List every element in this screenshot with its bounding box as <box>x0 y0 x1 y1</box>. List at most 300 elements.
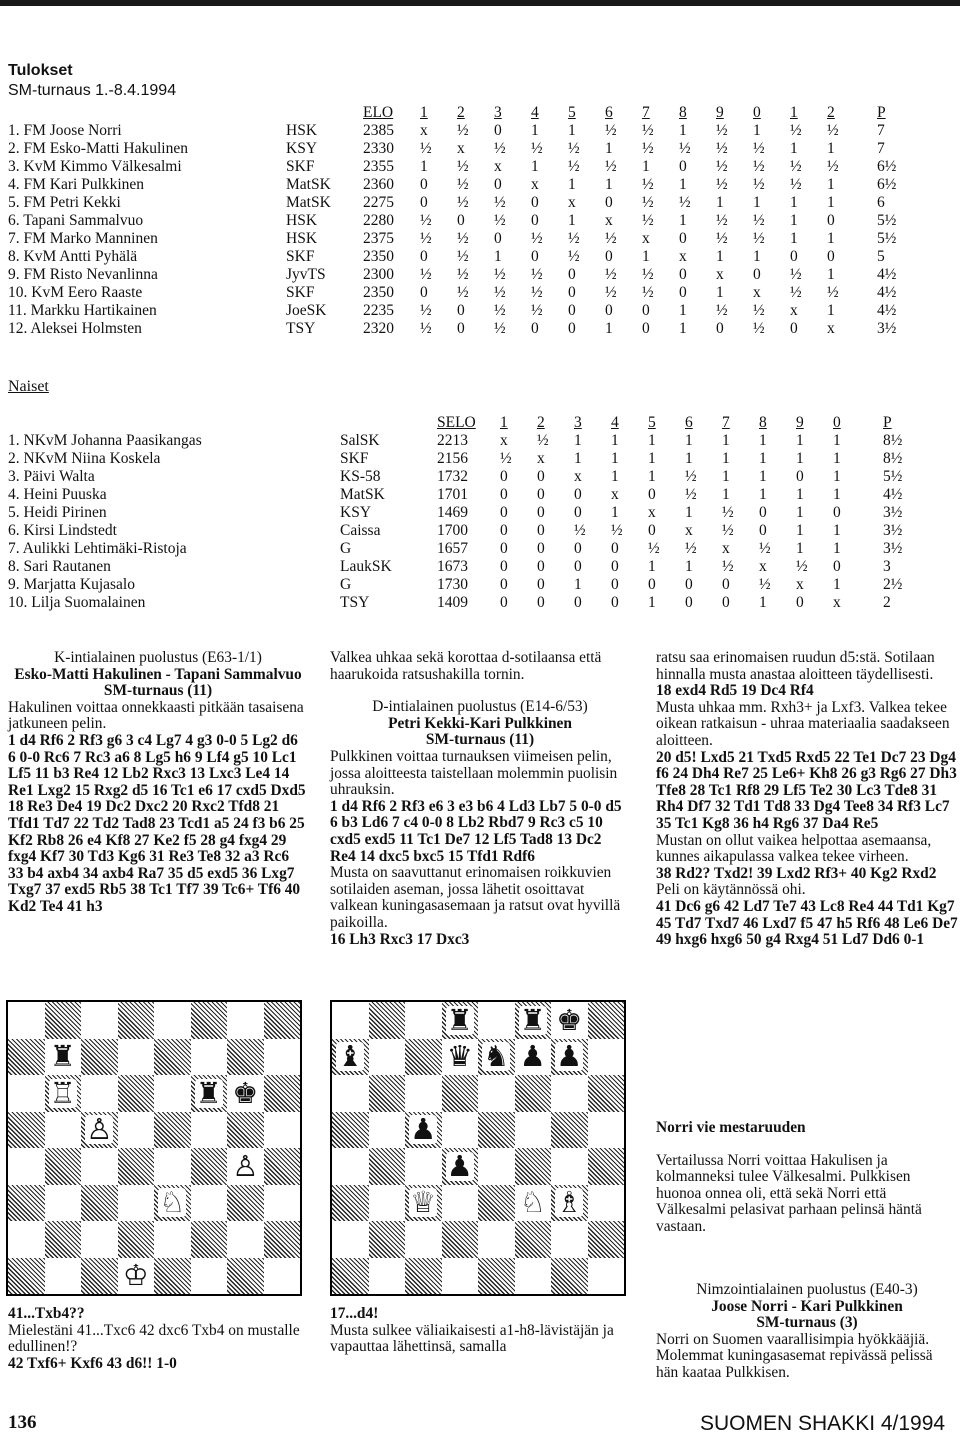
player-name: 7. Aulikki Lehtimäki-Ristoja <box>8 540 187 557</box>
board-square <box>81 1002 118 1039</box>
board-square <box>369 1002 406 1039</box>
cell: ½ <box>457 230 469 247</box>
game-moves: 1 d4 Rf6 2 Rf3 e6 3 e3 b6 4 Ld3 Lb7 5 0-0 d5 6 b3 Ld6 7 c4 0-0 8 Lb2 Rbd7 9 Rc3 c5 10 cxd5 exd5 11 Tc1 De7 12 Lf5 Tad8 13 Dc2 Re4 14 dxc5 bxc5 15 Tfd1 Rdf6 <box>330 797 622 865</box>
board-square <box>264 1039 301 1076</box>
player-name: 4. FM Kari Pulkkinen <box>8 176 145 193</box>
board-square <box>369 1112 406 1149</box>
club: SKF <box>340 450 369 467</box>
club: HSK <box>286 122 318 139</box>
analysis-text: Mustan on ollut vaikea helpottaa asemaansa, kunnes aikapulassa valkea tekee virheen. <box>656 831 932 866</box>
board-square <box>332 1002 369 1039</box>
board-square <box>442 1148 479 1185</box>
cell: 1 <box>685 450 693 467</box>
board-square <box>191 1258 228 1295</box>
cell: 1 <box>679 212 687 229</box>
table-row <box>8 284 917 302</box>
game-moves: 1 d4 Rf6 2 Rf3 g6 3 c4 Lg7 4 g3 0-0 5 Lg2 d6 6 0-0 Rc6 7 Rc3 a6 8 Lg5 h6 9 Lf4 g5 10 Lc1 Lf5 11 b3 Re4 12 Lb2 Rxc3 13 Lxc3 Le4 14 Re1 Lxg2 15 Rxg2 d5 16 Tc1 e6 17 cxd5 Dxd5 18 Re3 De4 19 Dc2 Dxc2 20 Rxc2 Tfd8 21 Tfd1 Td7 22 Td2 Tad8 23 Tcd1 a5 24 f3 b6 25 Kf2 Rb8 26 e4 Kf8 27 Ke2 f5 28 g4 fxg4 29 fxg4 Kf7 30 Td3 Kg6 31 Re3 Te8 32 a3 Rc6 33 b4 axb4 34 axb4 Ra7 35 d5 exd5 36 Lxg7 Txg7 37 exd5 Rb5 38 Tc1 Tf7 39 Tc6+ Tf6 40 Kd2 Te4 41 h3 <box>8 731 306 915</box>
chess-piece-icon: ♙ <box>86 1112 113 1147</box>
cell: ½ <box>790 266 802 283</box>
cell: 3½ <box>883 540 903 557</box>
cell: ½ <box>753 230 765 247</box>
board-square <box>264 1112 301 1149</box>
board-square <box>332 1075 369 1112</box>
page-subtitle: SM-turnaus 1.-8.4.1994 <box>8 82 177 99</box>
cell: ½ <box>790 122 802 139</box>
cell: 2385 <box>363 122 394 139</box>
cell: 0 <box>568 266 576 283</box>
chess-piece-icon: ♜ <box>49 1039 76 1074</box>
chess-piece-icon: ♚ <box>232 1075 259 1110</box>
cell: 2355 <box>363 158 394 175</box>
board-square <box>588 1148 625 1185</box>
cell: x <box>420 122 428 139</box>
cell: ½ <box>790 176 802 193</box>
cell: 1 <box>796 486 804 503</box>
cell: ½ <box>605 230 617 247</box>
column-header: 2 <box>457 104 465 121</box>
cell: 0 <box>537 594 545 611</box>
cell: 1 <box>679 320 687 337</box>
board-square <box>588 1075 625 1112</box>
cell: 1 <box>753 194 761 211</box>
table-row <box>8 558 923 576</box>
board-square <box>515 1258 552 1295</box>
chess-piece-icon: ♚ <box>556 1002 583 1037</box>
cell: 1 <box>833 540 841 557</box>
cell: x <box>537 450 545 467</box>
club: TSY <box>340 594 370 611</box>
cell: 4½ <box>877 284 897 301</box>
cell: 1 <box>827 302 835 319</box>
cell: 1 <box>716 248 724 265</box>
cell: 0 <box>420 248 428 265</box>
board-square <box>227 1002 264 1039</box>
cell: ½ <box>722 504 734 521</box>
cell: 1409 <box>437 594 468 611</box>
board-square <box>8 1075 45 1112</box>
cell: 1 <box>790 212 798 229</box>
board-square <box>154 1148 191 1185</box>
event-name: SM-turnaus (11) <box>425 731 535 749</box>
board-square <box>478 1185 515 1222</box>
women-heading: Naiset <box>8 378 49 395</box>
cell: ½ <box>457 158 469 175</box>
cell: ½ <box>568 140 580 157</box>
chess-piece-icon: ♟ <box>446 1148 473 1183</box>
cell: 4½ <box>877 266 897 283</box>
cell: ½ <box>494 194 506 211</box>
cell: x <box>605 212 613 229</box>
game-moves: 18 exd4 Rd5 19 Dc4 Rf4 <box>656 682 814 700</box>
cell: 0 <box>457 212 465 229</box>
club: JyvTS <box>286 266 326 283</box>
cell: 5½ <box>877 230 897 247</box>
cell: 1 <box>796 540 804 557</box>
board-square <box>118 1002 155 1039</box>
cell: x <box>796 576 804 593</box>
cell: ½ <box>716 176 728 193</box>
chess-piece-icon: ♘ <box>519 1185 546 1220</box>
cell: 1701 <box>437 486 468 503</box>
board-square <box>442 1221 479 1258</box>
table-row <box>8 522 923 540</box>
column-header: P <box>877 104 886 121</box>
cell: 3½ <box>883 504 903 521</box>
cell: 2213 <box>437 432 468 449</box>
board-square <box>8 1002 45 1039</box>
board-square <box>478 1075 515 1112</box>
club: KSY <box>340 504 372 521</box>
cell: 2 <box>883 594 891 611</box>
cell: x <box>494 158 502 175</box>
cell: 0 <box>457 320 465 337</box>
board-square <box>191 1148 228 1185</box>
cell: 0 <box>500 540 508 557</box>
column-header: 1 <box>500 414 508 431</box>
board-square <box>551 1075 588 1112</box>
comment-text: Mielestäni 41...Txc6 42 dxc6 Txb4 on mustalle edullinen!? <box>8 1321 300 1356</box>
cell: 1 <box>611 432 619 449</box>
cell: 3½ <box>883 522 903 539</box>
cell: ½ <box>716 158 728 175</box>
board-square <box>8 1221 45 1258</box>
table-row <box>8 594 923 612</box>
column-header: 0 <box>753 104 761 121</box>
game-players: Esko-Matti Hakulinen - Tapani Sammalvuo <box>14 665 302 683</box>
board-square <box>332 1039 369 1076</box>
board-square <box>154 1112 191 1149</box>
cell: 0 <box>642 302 650 319</box>
player-name: 11. Markku Hartikainen <box>8 302 157 319</box>
player-name: 7. FM Marko Manninen <box>8 230 158 247</box>
cell: 0 <box>685 594 693 611</box>
cell: ½ <box>457 176 469 193</box>
board-square <box>45 1148 82 1185</box>
column-header: ELO <box>363 104 394 121</box>
chess-piece-icon: ♙ <box>232 1148 259 1183</box>
cell: 0 <box>648 522 656 539</box>
board-square <box>442 1039 479 1076</box>
board-square <box>154 1002 191 1039</box>
column-header: 9 <box>716 104 724 121</box>
board-square <box>8 1258 45 1295</box>
cell: 0 <box>494 176 502 193</box>
cell: x <box>722 540 730 557</box>
board-square <box>332 1148 369 1185</box>
column-header <box>8 104 286 122</box>
table-row <box>8 158 917 176</box>
cell: ½ <box>679 194 691 211</box>
cell: ½ <box>531 284 543 301</box>
intro-text: Pulkkinen voittaa turnauksen viimeisen pelin, jossa aloitteesta taistellaan molemmin puolisin uhrauksin. <box>330 747 618 799</box>
cell: ½ <box>759 540 771 557</box>
cell: ½ <box>827 158 839 175</box>
board-square <box>442 1185 479 1222</box>
cell: ½ <box>568 230 580 247</box>
cell: 0 <box>648 576 656 593</box>
board-square <box>227 1185 264 1222</box>
cell: 1 <box>790 230 798 247</box>
intro-text: Hakulinen voittaa onnekkaasti pitkään tasaisena jatkuneen pelin. <box>8 698 304 733</box>
board-square <box>45 1112 82 1149</box>
cell: 1 <box>568 122 576 139</box>
cell: ½ <box>722 522 734 539</box>
cell: ½ <box>537 432 549 449</box>
cell: ½ <box>716 230 728 247</box>
cell: 1 <box>605 140 613 157</box>
cell: ½ <box>790 158 802 175</box>
cell: 1730 <box>437 576 468 593</box>
chess-piece-icon: ♗ <box>556 1185 583 1220</box>
cell: ½ <box>457 248 469 265</box>
board-square <box>191 1185 228 1222</box>
board-square <box>45 1185 82 1222</box>
board-square <box>551 1148 588 1185</box>
cell: 0 <box>722 594 730 611</box>
cell: 1 <box>833 450 841 467</box>
cell: 2350 <box>363 284 394 301</box>
cell: x <box>648 504 656 521</box>
board-square <box>118 1039 155 1076</box>
cell: x <box>642 230 650 247</box>
cell: 1673 <box>437 558 468 575</box>
cell: 2½ <box>883 576 903 593</box>
board-square <box>45 1002 82 1039</box>
chess-piece-icon: ♜ <box>195 1075 222 1110</box>
board-square <box>405 1075 442 1112</box>
cell: ½ <box>642 122 654 139</box>
cell: 0 <box>611 558 619 575</box>
board-square <box>515 1075 552 1112</box>
club: SKF <box>286 158 315 175</box>
player-name: 1. FM Joose Norri <box>8 122 122 139</box>
board-square <box>405 1221 442 1258</box>
cell: ½ <box>642 194 654 211</box>
cell: 0 <box>574 558 582 575</box>
article-text: Vertailussa Norri voittaa Hakulisen ja kolmanneksi tulee Välkesalmi. Pulkkisen huonoa onnea oli, että sekä Norri että Välkesalmi pelasivat parhaan pelinsä häntä vastaan. <box>656 1151 922 1235</box>
player-name: 2. NKvM Niina Koskela <box>8 450 161 467</box>
cell: ½ <box>753 302 765 319</box>
chess-piece-icon: ♔ <box>122 1258 149 1293</box>
cell: ½ <box>494 266 506 283</box>
board-square <box>551 1185 588 1222</box>
game-players: Joose Norri - Kari Pulkkinen <box>711 1297 903 1315</box>
cell: 0 <box>457 302 465 319</box>
board-left-caption <box>8 1306 308 1372</box>
board-square <box>118 1075 155 1112</box>
column-header: 1 <box>420 104 428 121</box>
cell: ½ <box>642 176 654 193</box>
cell: 1 <box>494 248 502 265</box>
board-square <box>264 1258 301 1295</box>
board-square <box>118 1221 155 1258</box>
cell: ½ <box>796 558 808 575</box>
comment-text: Musta on saavuttanut erinomaisen roikkuvien sotilaiden aseman, jossa lähetit osoittavat valkean kuningasasemaan ja ratsut ovat hyvillä paikoilla. <box>330 864 621 931</box>
cell: ½ <box>457 284 469 301</box>
board-square <box>478 1039 515 1076</box>
board-square <box>264 1148 301 1185</box>
board-square <box>154 1185 191 1222</box>
cell: 1 <box>827 194 835 211</box>
table-row <box>8 212 917 230</box>
club: G <box>340 540 352 557</box>
cell: ½ <box>457 194 469 211</box>
board-square <box>405 1112 442 1149</box>
cell: ½ <box>642 140 654 157</box>
board-square <box>515 1039 552 1076</box>
board-square <box>442 1075 479 1112</box>
cell: 3 <box>883 558 891 575</box>
cell: 5 <box>877 248 885 265</box>
cell: ½ <box>568 248 580 265</box>
board-square <box>515 1148 552 1185</box>
board-square <box>118 1258 155 1295</box>
cell: 0 <box>500 486 508 503</box>
board-square <box>191 1221 228 1258</box>
column-header: 2 <box>827 104 835 121</box>
board-square <box>8 1148 45 1185</box>
board-square <box>81 1112 118 1149</box>
cell: ½ <box>420 140 432 157</box>
cell: 0 <box>420 194 428 211</box>
cell: 0 <box>611 594 619 611</box>
cell: ½ <box>420 302 432 319</box>
page-title: Tulokset <box>8 62 73 79</box>
column-header: 3 <box>494 104 502 121</box>
board-square <box>81 1075 118 1112</box>
player-name: 8. Sari Rautanen <box>8 558 111 575</box>
cell: 0 <box>648 486 656 503</box>
board-square <box>588 1112 625 1149</box>
board-square <box>405 1258 442 1295</box>
board-square <box>264 1075 301 1112</box>
cell: 1 <box>833 522 841 539</box>
cell: 1 <box>796 450 804 467</box>
club: JoeSK <box>286 302 327 319</box>
cell: 1 <box>796 432 804 449</box>
board-square <box>478 1148 515 1185</box>
game-column-3 <box>656 650 958 949</box>
cell: 0 <box>790 320 798 337</box>
board-square <box>369 1075 406 1112</box>
cell: 6 <box>877 194 885 211</box>
board-square <box>81 1221 118 1258</box>
final-moves: 42 Txf6+ Kxf6 43 d6!! 1-0 <box>8 1354 177 1372</box>
cell: 0 <box>574 504 582 521</box>
cell: ½ <box>716 302 728 319</box>
cell: 0 <box>420 176 428 193</box>
board-square <box>442 1258 479 1295</box>
club: MatSK <box>340 486 385 503</box>
analysis-text: ratsu saa erinomaisen ruudun d5:stä. Sotilaan hinnalla musta anastaa aloitteen täydellisesti. <box>656 649 935 683</box>
board-square <box>588 1185 625 1222</box>
men-crosstable <box>8 104 917 338</box>
board-square <box>227 1075 264 1112</box>
cell: 0 <box>611 540 619 557</box>
table-row <box>8 540 923 558</box>
player-name: 9. Marjatta Kujasalo <box>8 576 135 593</box>
chess-piece-icon: ♘ <box>159 1185 186 1220</box>
player-name: 5. Heidi Pirinen <box>8 504 107 521</box>
column-header: 6 <box>605 104 613 121</box>
cell: 6½ <box>877 176 897 193</box>
cell: ½ <box>568 158 580 175</box>
cell: 1 <box>759 432 767 449</box>
cell: ½ <box>716 140 728 157</box>
board-square <box>154 1075 191 1112</box>
table-row <box>8 320 917 338</box>
cell: 1 <box>685 432 693 449</box>
cell: 1 <box>833 486 841 503</box>
cell: ½ <box>605 158 617 175</box>
cell: ½ <box>531 266 543 283</box>
cell: 1 <box>679 176 687 193</box>
cell: x <box>457 140 465 157</box>
board-square <box>515 1002 552 1039</box>
cell: 1 <box>574 576 582 593</box>
cell: ½ <box>420 266 432 283</box>
cell: 0 <box>500 576 508 593</box>
cell: 0 <box>531 320 539 337</box>
board-square <box>45 1258 82 1295</box>
cell: 1 <box>685 504 693 521</box>
cell: x <box>827 320 835 337</box>
cell: ½ <box>420 320 432 337</box>
board-square <box>551 1112 588 1149</box>
cell: 2235 <box>363 302 394 319</box>
club: LaukSK <box>340 558 392 575</box>
cell: ½ <box>420 212 432 229</box>
cell: x <box>790 302 798 319</box>
table-row <box>8 122 917 140</box>
chess-piece-icon: ♛ <box>446 1039 473 1074</box>
board-left <box>6 1000 302 1296</box>
cell: 0 <box>531 212 539 229</box>
cell: 0 <box>685 576 693 593</box>
cell: 2156 <box>437 450 468 467</box>
cell: ½ <box>494 302 506 319</box>
board-square <box>45 1039 82 1076</box>
cell: 2330 <box>363 140 394 157</box>
player-name: 6. Tapani Sammalvuo <box>8 212 144 229</box>
cell: 0 <box>574 486 582 503</box>
column-header <box>340 414 437 432</box>
cell: x <box>685 522 693 539</box>
board-square <box>551 1039 588 1076</box>
cell: ½ <box>494 284 506 301</box>
cell: 1 <box>827 140 835 157</box>
cell: 0 <box>537 522 545 539</box>
chess-piece-icon: ♞ <box>483 1039 510 1074</box>
cell: 0 <box>574 594 582 611</box>
cell: 1 <box>574 450 582 467</box>
column-header: 3 <box>574 414 582 431</box>
cell: ½ <box>642 284 654 301</box>
cell: ½ <box>611 522 623 539</box>
board-square <box>551 1258 588 1295</box>
board-square <box>405 1039 442 1076</box>
chess-piece-icon: ♝ <box>337 1039 364 1074</box>
cell: 1 <box>648 468 656 485</box>
chess-piece-icon: ♕ <box>410 1185 437 1220</box>
board-square <box>332 1258 369 1295</box>
board-square <box>588 1221 625 1258</box>
cell: 1 <box>722 450 730 467</box>
board-square <box>118 1112 155 1149</box>
column-header: 4 <box>531 104 539 121</box>
cell: ½ <box>500 450 512 467</box>
column-header: 5 <box>568 104 576 121</box>
